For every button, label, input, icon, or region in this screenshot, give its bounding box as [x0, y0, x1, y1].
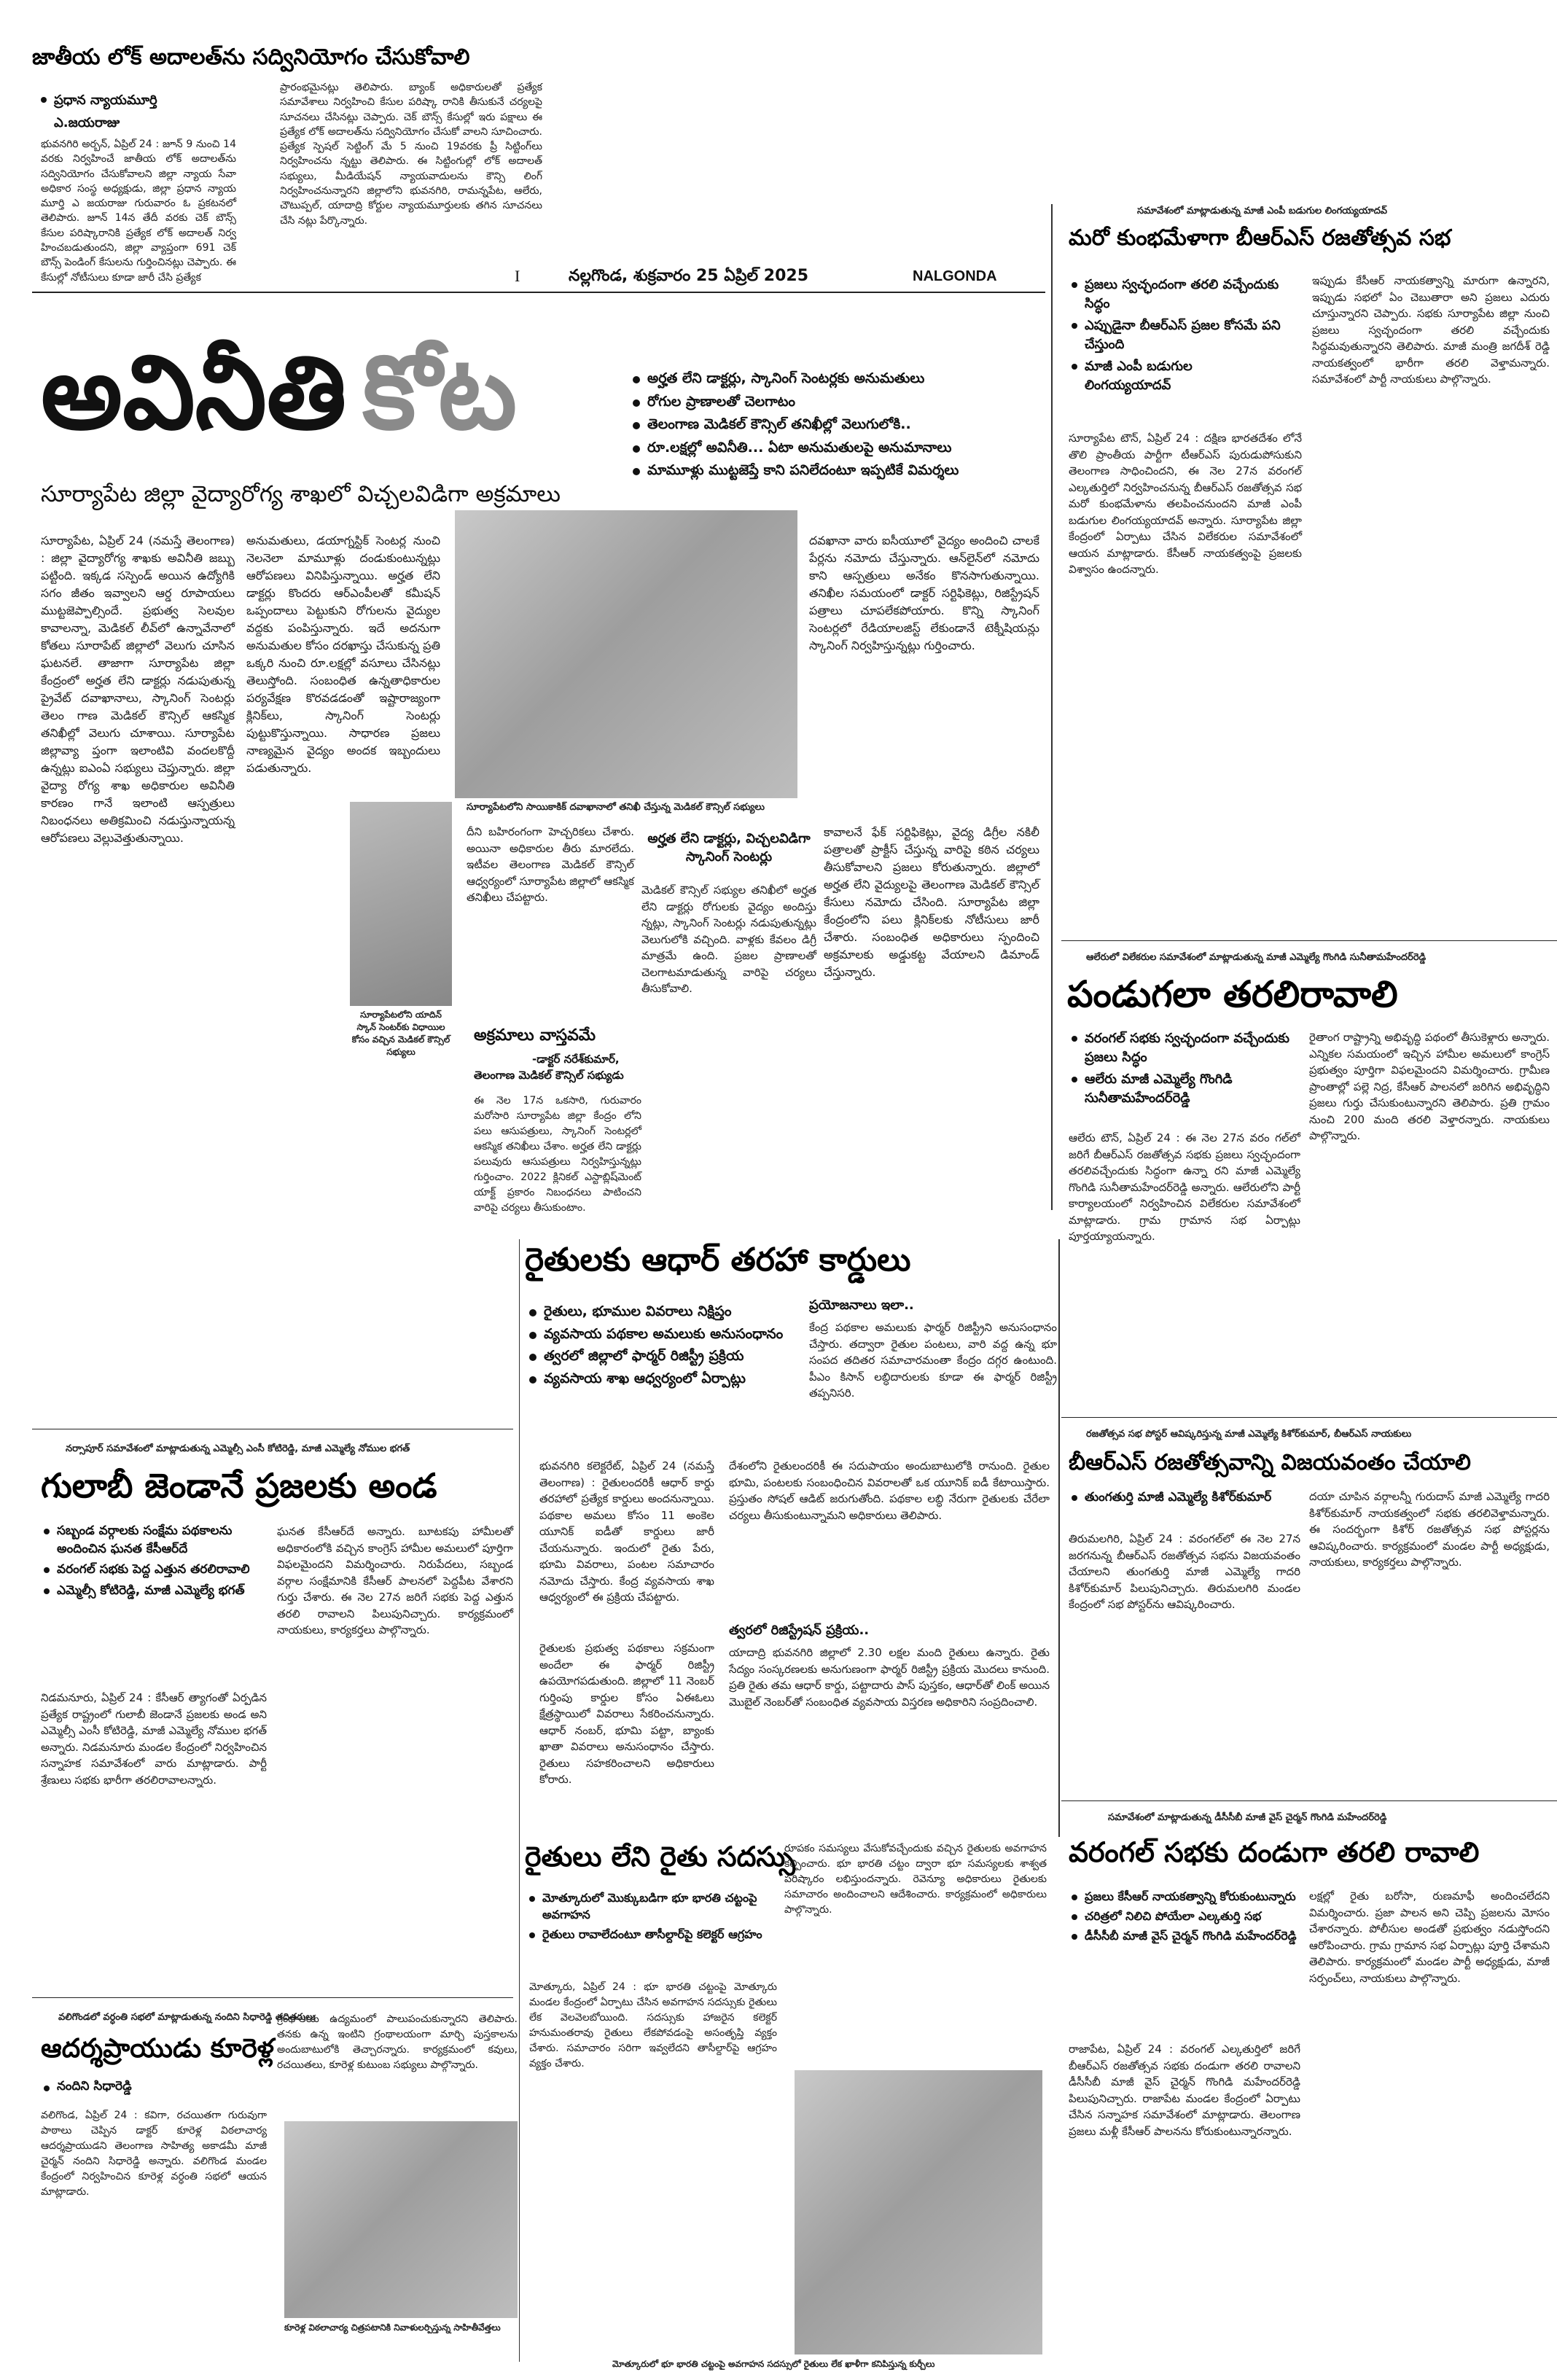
warangal-bullet: ప్రజలు కేసీఆర్ నాయకత్వాన్ని కోరుకుంటున్నారు [1072, 1888, 1298, 1905]
aadhaar-bullet: వ్యవసాయ శాఖ ఆధ్వర్యంలో ఏర్పాట్లు [529, 1369, 792, 1389]
lead-subheadline: సూర్యాపేట జిల్లా వైద్యారోగ్య శాఖలో విచ్చలవిడిగా అక్రమాలు [41, 481, 561, 507]
kurella-side-caption: కూరెళ్ల విఠలాచార్య చిత్రపటానికి నివాళులర్పిస్తున్న సాహితీవేత్తలు [284, 2322, 501, 2333]
lead-col1: సూర్యాపేట, ఏప్రిల్ 24 (నమస్తే తెలంగాణ) : జిల్లా వైద్యారోగ్య శాఖకు అవినీతి జబ్బు పట్టింది. ఇక్కడ సస్పెండ్ అయిన ఉద్యోగికి సగం జీతం ఇవ్వాలని ఆర్డ రూపాయలు ముట్టజెప్పాల్సిందే. ప్రభుత్వ సెలవుల కావాలన్నా, మెడికల్ లీవ్‌లో ఉన్నావేనాలో కోతలు సూరాపేట్‌ జిల్లాలో వెలుగు చూసిన ఘటనలే. తాజాగా సూర్యాపేట జిల్లా కేంద్రంలో అర్హత లేని డాక్టర్లు నడుపుతున్న ప్రైవేట్ దవాఖానాలు, స్కానింగ్ సెంటర్లు తెలం గాణ మెడికల్ కౌన్సిల్ ఆకస్మిక తనిఖీల్లో వెలుగు చూశాయి. సూర్యాపేట జిల్లావ్యా ప్తంగా ఇలాంటివి వందలకొద్దీ ఉన్నట్లు ఐఎంఏ సభ్యులు చెప్తున్నారు. జిల్లా వైద్యా రోగ్య శాఖ అధికారుల అవినీతి కారణం గానే ఇలాంటి ఆస్పత్రులు నిబంధనలు అతిక్రమించి నడుస్తున్నాయన్న ఆరోపణలు వెల్లువెత్తుతున్నాయి. [41, 534, 235, 845]
panduga-bullet: ఆలేరు మాజీ ఎమ్మెల్యే గొంగిడి సునీతామహేందర్‌రెడ్డి [1072, 1070, 1290, 1108]
warangal-body-right: లక్షల్లో రైతు బరోసా, రుణమాఫీ అందించలేదని విమర్శించారు. ప్రజా పాలన అని చెప్పి ప్రజలను మోసం చేశారన్నారు. పోలీసుల అండతో ప్రభుత్వం నడుస్తోందని ఆరోపించారు. గ్రామ గ్రామాన సభ ఏర్పాట్లు పూర్తి చేశామని తెలిపారు. కార్యక్రమంలో మండల పార్టీ అధ్యక్షుడు, మాజీ సర్పంచ్‌లు, నాయకులు పాల్గొన్నారు. [1309, 1889, 1550, 1985]
aadhaar-divider [1058, 1239, 1060, 1837]
rythu-sadassu-caption: మోత్కూరులో భూ భారతి చట్టంపై అవగాహన సదస్సులో రైతులు లేక ఖాళీగా కనిపిస్తున్న కుర్చీలు [612, 2359, 935, 2369]
column-divider [519, 1239, 520, 2362]
kumbhamela-headline: మరో కుంభమేళాగా బీఆర్ఎస్ రజతోత్సవ సభ [1069, 225, 1451, 251]
lead-headline-part1: అవినీతి [41, 334, 347, 453]
panduga-headline: పండుగలా తరలిరావాలి [1067, 973, 1398, 1015]
gulabi-bullets [44, 1522, 255, 1603]
lead-col3: దవఖానా వారు ఐసీయూలో వైద్యం అందించి చాలకే పేర్లను నమోదు చేస్తున్నారు. ఆన్‌లైన్‌లో నమోదు కాని ఆస్పత్రులు అనేకం కొనసాగుతున్నాయి. తనిఖీల సమయంలో డాక్టర్ సర్టిఫికెట్లు, రిజిస్ట్రేషన్ పత్రాలు చూపలేకపోయారు. కొన్ని స్కానింగ్ సెంటర్లలో రేడియాలజిస్ట్ లేకుండానే టెక్నీషియన్లు స్కానింగ్ నిర్వహిస్తున్నట్లు గుర్తించారు. [809, 534, 1039, 652]
warangal-headline: వరంగల్ సభకు దండుగా తరలి రావాలి [1069, 1836, 1480, 1868]
reality-role: తెలంగాణ మెడికల్ కౌన్సిల్ సభ్యుడు [474, 1069, 624, 1082]
lead-col2: అనుమతులు, డయాగ్నస్టిక్ సెంటర్ల నుంచి నెలనెలా మామూళ్లు దండుకుంటున్నట్లు ఆరోపణలు వినిపిస్తున్నాయి. అర్హత లేని డాక్టర్లు కొందరు ఆర్ఎంపీలతో కమీషన్ ఒప్పందాలు పెట్టుకుని రోగులను వైద్యుల వద్దకు పంపిస్తున్నారు. ఇదే అదనుగా అనుమతుల కోసం దరఖాస్తు చేసుకున్న ప్రతి ఒక్కరి నుంచి రూ.లక్షల్లో వసూలు చేసినట్లు తెలుస్తోంది. సంబంధిత ఉన్నతాధికారుల పర్యవేక్షణ కొరవడడంతో ఇష్టారాజ్యంగా క్లినిక్‌లు, స్కానింగ్ సెంటర్లు పుట్టుకొస్తున్నాయి. సాధారణ ప్రజలు నాణ్యమైన వైద్యం అందక ఇబ్బందులు పడుతున్నారు. [246, 534, 440, 775]
rythu-sadassu-headline: రైతులు లేని రైతు సదస్సు [525, 1841, 795, 1873]
gulabi-bullet: ఎమ్మెల్సీ కోటిరెడ్డి, మాజీ ఎమ్మెల్యే భగత్ [44, 1582, 255, 1600]
lead-side-photo [350, 802, 452, 1006]
aadhaar-box-title: ప్రయోజనాలు ఇలా.. [809, 1298, 914, 1313]
kurella-kicker: వలిగొండలో వర్ధంతి సభలో మాట్లాడుతున్న నందిని సిధారెడ్డి తదితరులు [58, 2012, 316, 2023]
lead-divider [1051, 204, 1053, 1210]
brs-success-bullets [1072, 1489, 1290, 1510]
lead-col4: కావాలనే ఫేక్ సర్టిఫికెట్లు, వైద్య డిగ్రీల నకిలీ పత్రాలతో ప్రాక్టీస్ చేస్తున్న వారిపై కఠిన చర్యలు తీసుకోవాలని ప్రజలు కోరుతున్నారు. జిల్లాలో అర్హత లేని వైద్యులపై తెలంగాణ మెడికల్ కౌన్సిల్ కేసులు నమోదు చేసింది. సూర్యాపేట జిల్లా కేంద్రంలోని పలు క్లినిక్‌లకు నోటీసులు జారీ చేశారు. సంబంధిత అధికారులు స్పందించి అక్రమాలకు అడ్డుకట్ట వేయాలని డిమాండ్ చేస్తున్నారు. [824, 825, 1039, 979]
masthead-dateline: నల్లగొండ, శుక్రవారం 25 ఏప్రిల్ 2025 [569, 267, 809, 285]
aadhaar-headline: రైతులకు ఆధార్ తరహా కార్డులు [525, 1241, 911, 1279]
warangal-bullet: డీసీసీబీ మాజీ వైస్ చైర్మన్ గొంగిడి మహేందర్‌రెడ్డి [1072, 1927, 1298, 1944]
reality-by: -డాక్టర్ నరేశ్‌కుమార్, [532, 1053, 620, 1066]
lead-photo [455, 510, 797, 798]
gulabi-body-right: ఘనత కేసీఆర్‌దే అన్నారు. బూటకపు హామీలతో అధికారంలోకి వచ్చిన కాంగ్రెస్ హామీల అమలులో పూర్తిగా విఫలమైందని విమర్శించారు. నిరుపేదలు, సబ్బండ వర్గాల సంక్షేమానికి కేసీఆర్ పాలనలో పెద్దపీట వేశారని గుర్తు చేశారు. ఈ నెల 27న జరిగే సభకు పెద్ద ఎత్తున తరలి రావాలని పిలుపునిచ్చారు. కార్యక్రమంలో నాయకులు, కార్యకర్తలు పాల్గొన్నారు. [277, 1525, 513, 1636]
brs-success-headline: బీఆర్ఎస్ రజతోత్సవాన్ని విజయవంతం చేయాలి [1069, 1450, 1471, 1475]
gulabi-bullet: వరంగల్ సభకు పెద్ద ఎత్తున తరలిరావాలి [44, 1561, 255, 1579]
gulabi-kicker: నర్సాపూర్ సమావేశంలో మాట్లాడుతున్న ఎమ్మెల్సీ ఎంసీ కోటిరెడ్డి, మాజీ ఎమ్మెల్యే నోముల భగత్ [66, 1443, 410, 1454]
gulabi-body-left: నిడమనూరు, ఏప్రిల్ 24 : కేసీఆర్ త్యాగంతో ఏర్పడిన ప్రత్యేక రాష్ట్రంలో గులాబీ జెండానే ప్రజలకు అండ అని ఎమ్మెల్సీ ఎంసీ కోటిరెడ్డి, మాజీ ఎమ్మెల్యే నోముల భగత్ అన్నారు. నిడమనూరు మండల కేంద్రంలో నిర్వహించిన సన్నాహక సమావేశంలో వారు మాట్లాడారు. పార్టీ శ్రేణులు సభకు భారీగా తరలిరావాలన్నారు. [41, 1691, 267, 1787]
rythu-sadassu-bullet: మోత్కూరులో మొక్కుబడిగా భూ భారతి చట్టంపై అవగాహన [529, 1889, 777, 1923]
panduga-body-left: ఆలేరు టౌన్, ఏప్రిల్ 24 : ఈ నెల 27న వరం గల్‌లో జరిగే బీఆర్ఎస్ రజతోత్సవ సభకు ప్రజలు స్వచ్ఛందంగా తరలివచ్చేందుకు సిద్ధంగా ఉన్నా రని మాజీ ఎమ్మెల్యే గొంగిడి సునీతామహేందర్‌రెడ్డి అన్నారు. ఆలేరులోని పార్టీ కార్యాలయంలో నిర్వహించిన విలేకరుల సమావేశంలో మాట్లాడారు. గ్రామ గ్రామాన సభ ఏర్పాట్లు పూర్తయ్యాయన్నారు. [1069, 1131, 1300, 1243]
reality-body: ఈ నెల 17న ఒకసారి, గురువారం మరోసారి సూర్యాపేట జిల్లా కేంద్రం లోని పలు ఆసుపత్రులు, స్కానింగ్ సెంటర్లలో ఆకస్మిక తనిఖీలు చేశాం. అర్హత లేని డాక్టర్లు పలువురు ఆసుపత్రులు నిర్వహిస్తున్నట్లు గుర్తించాం. 2022 క్లినికల్ ఎస్టాబ్లిష్‌మెంట్ యాక్ట్ ప్రకారం నిబంధనలు పాటించని వారిపై చర్యలు తీసుకుంటాం. [474, 1095, 641, 1214]
aadhaar-process-title: త్వరలో రిజిస్ట్రేషన్ ప్రక్రియ.. [729, 1623, 870, 1638]
lok-adalat-headline: జాతీయ లోక్ అదాలత్‌ను సద్వినియోగం చేసుకోవాలి [32, 44, 470, 70]
panduga-body-right: రైతాంగ రాష్ట్రాన్ని అభివృద్ధి పథంలో తీసుకెళ్లారు అన్నారు. ఎన్నికల సమయంలో ఇచ్చిన హామీల అమలులో కాంగ్రెస్ ప్రభుత్వం పూర్తిగా విఫలమైందని విమర్శించారు. గ్రామీణ ప్రాంతాల్లో పల్లె నిద్ర, కేసీఆర్ పాలనలో జరిగిన అభివృద్ధిని ప్రజలు గుర్తు చేసుకుంటున్నారని తెలిపారు. ప్రతి గ్రామం నుంచి 200 మంది తరలి వెళ్తారన్నారు. నాయకులు పాల్గొన్నారు. [1309, 1031, 1550, 1142]
aadhaar-bullet: త్వరలో జిల్లాలో ఫార్మర్ రిజిస్ట్రీ ప్రక్రియ [529, 1346, 792, 1366]
aadhaar-process-body: యాదాద్రి భువనగిరి జిల్లాలో 2.30 లక్షల మంది రైతులు ఉన్నారు. రైతు సేద్యం సంస్కరణలకు అనుగుణంగా ఫార్మర్ రిజిస్ట్రీ ప్రక్రియ మొదలు కానుంది. ప్రతి రైతు తమ ఆధార్ కార్డు, పట్టాదారు పాస్ పుస్తకం, ఆధార్‌తో లింక్ అయిన మొబైల్ నెంబర్‌తో సంబంధిత వ్యవసాయ విస్తరణ అధికారిని సంప్రదించాలి. [729, 1646, 1050, 1709]
kumbhamela-bullets [1072, 276, 1283, 399]
lok-adalat-byline: ప్రధాన న్యాయమూర్తి ఎ.జయరాజు [41, 90, 223, 133]
kumbhamela-body-left: సూర్యాపేట టౌన్, ఏప్రిల్ 24 : దక్షిణ భారతదేశం లోనే తొలి ప్రాంతీయ పార్టీగా టీఆర్ఎస్ పురుడుపోసుకుని తెలంగాణ సాధించిందని, ఈ నెల 27న వరంగల్ ఎల్కతుర్తిలో నిర్వహించనున్న బీఆర్ఎస్ రజతోత్సవ సభ మరో కుంభమేళాను తలపించనుందని మాజీ ఎంపీ బడుగుల లింగయ్యయాదవ్ అన్నారు. సూర్యాపేట జిల్లా కేంద్రంలో ఏర్పాటు చేసిన విలేకరుల సమావేశంలో ఆయన మాట్లాడారు. కేసీఆర్ నాయకత్వంపై ప్రజలకు విశ్వాసం ఉందన్నారు. [1069, 432, 1302, 576]
aadhaar-bullets [529, 1302, 792, 1391]
kumbhamela-kicker: సమావేశంలో మాట్లాడుతున్న మాజీ ఎంపీ బడుగుల లింగయ్యయాదవ్ [1137, 206, 1388, 216]
lead-bullet: రోగుల ప్రాణాలతో చెలగాటం [633, 392, 1041, 413]
aadhaar-box-body: కేంద్ర పథకాల అమలుకు ఫార్మర్ రిజిస్ట్రీని అనుసంధానం చేస్తారు. తద్వారా రైతుల పంటలు, వారి వద్ద ఉన్న భూ సంపద తదితర సమాచారమంతా కేంద్రం దగ్గర ఉంటుంది. పీఎం కిసాన్ లబ్ధిదారులకు కూడా ఈ ఫార్మర్ రిజిస్ట్రీ తప్పనిసరి. [809, 1321, 1057, 1400]
kurella-body-right: గ్రంథాలయ ఉద్యమంలో పాలుపంచుకున్నారని తెలిపారు. తనకు ఉన్న ఇంటిని గ్రంథాలయంగా మార్చి పుస్తకాలను అందుబాటులోకి తెచ్చారన్నారు. కార్యక్రమంలో కవులు, రచయితలు, కూరెళ్ల కుటుంబ సభ్యులు పాల్గొన్నారు. [277, 2013, 518, 2071]
warangal-bullet: చరిత్రలో నిలిచి పోయేలా ఎల్కతుర్తి సభ [1072, 1908, 1298, 1924]
brs-success-body-right: దయా చూపిన వర్గాలన్నీ గురుదాస్ మాజీ ఎమ్మెల్యే గాదరి కిశోర్‌కుమార్ నాయకత్వంలో సభకు తరలివెళ్తామన్నారు. ఈ సందర్భంగా కిశోర్ రజతోత్సవ సభ పోస్టర్లను ఆవిష్కరించారు. కార్యక్రమంలో మండల పార్టీ అధ్యక్షుడు, నాయకులు, కార్యకర్తలు పాల్గొన్నారు. [1309, 1490, 1550, 1569]
lead-intro-box: దీని బహిరంగంగా హెచ్చరికలు చేశారు. అయినా అధికారుల తీరు మారలేదు. ఇటీవల తెలంగాణ మెడికల్ కౌన్సిల్ ఆధ్వర్యంలో సూర్యాపేట జిల్లాలో ఆకస్మిక తనిఖీలు చేపట్టారు. [467, 825, 634, 904]
brs-success-kicker: రజతోత్సవ సభ పోస్టర్ ఆవిష్కరిస్తున్న మాజీ ఎమ్మెల్యే కిశోర్‌కుమార్, బీఆర్ఎస్ నాయకులు [1086, 1429, 1412, 1440]
lead-bullets [633, 369, 1041, 484]
masthead-rule [32, 292, 1045, 293]
kumbhamela-bullet: ఎప్పుడైనా బీఆర్ఎస్ ప్రజల కోసమే పని చేస్తుంది [1072, 316, 1283, 354]
rythu-sadassu-body-left: మోత్కూరు, ఏప్రిల్ 24 : భూ భారతి చట్టంపై మోత్కూరు మండల కేంద్రంలో ఏర్పాటు చేసిన అవగాహన సదస్సుకు రైతులు లేక వెలవెలబోయింది. సదస్సుకు హాజరైన కలెక్టర్ హనుమంతరావు రైతులు లేకపోవడంపై అసంతృప్తి వ్యక్తం చేశారు. సమాచారం సరిగా ఇవ్వలేదని తాసీల్దార్‌పై ఆగ్రహం వ్యక్తం చేశారు. [529, 1981, 777, 2069]
lead-bullet: తెలంగాణ మెడికల్ కౌన్సిల్ తనిఖీల్లో వెలుగులోకి.. [633, 415, 1041, 435]
lok-adalat-body-right: ప్రారంభమైనట్లు తెలిపారు. బ్యాంక్ అధికారులతో ప్రత్యేక సమావేశాలు నిర్వహించి కేసుల పరిష్కా రానికి తీసుకునే చర్యలపై సూచనలు చేసినట్లు చెప్పారు. చెక్ బౌన్స్ కేసుల్లో ఇరు పక్షాలు ఈ ప్రత్యేక లోక్ అదాలత్‌ను సద్వినియోగం చేసుకో వాలని సూచించారు. ప్రత్యేక స్పెషల్ సెట్టింగ్ మే 5 నుంచి 19వరకు ప్రీ సిట్టింగ్‌లు నిర్వహించను న్నట్టు తెలిపారు. ఈ సిట్టింగుల్లో లోక్ అదాలత్ సభ్యులు, మీడియేషన్ న్యాయవాదులను కౌన్సి లింగ్ నిర్వహించనున్నారని జిల్లాలోని భువనగిరి, రామన్నపేట, ఆలేరు, చౌటుప్పల్, యాదాద్రి కోర్టుల న్యాయమూర్తులకు తగిన సూచనలు చేసి నట్లు పేర్కొన్నారు. [280, 82, 542, 227]
lok-adalat-body-left: భువనగిరి అర్బన్, ఏప్రిల్ 24 : జూన్ 9 నుంచి 14 వరకు నిర్వహించే జాతీయ లోక్ అదాలత్‌ను సద్వినియోగం చేసుకోవాలని జిల్లా న్యాయ సేవా అధికార సంస్థ అధ్యక్షుడు, జిల్లా ప్రధాన న్యాయ మూర్తి ఎ జయరాజు గురువారం ఓ ప్రకటనలో తెలిపారు. జూన్ 14న తేదీ వరకు చెక్ బౌన్స్ కేసుల పరిష్కారానికి ప్రత్యేక లోక్ అదాలత్ నిర్వ హించబడుతుందని, జిల్లా వ్యాప్తంగా 691 చెక్ బౌన్స్ పెండింగ్ కేసులను గుర్తించినట్లు చెప్పారు. ఈ కేసుల్లో నోటీసులు కూడా జారీ చేసి ప్రత్యేక [41, 138, 236, 284]
lead-bullet: రూ.లక్షల్లో అవినీతి... ఏటా అనుమతులపై అనుమానాలు [633, 438, 1041, 459]
panduga-bullet: వరంగల్ సభకు స్వచ్ఛందంగా వచ్చేందుకు ప్రజలు సిద్ధం [1072, 1029, 1290, 1067]
rythu-sadassu-bullet: రైతులు రావాలేదంటూ తాసీల్దార్‌పై కలెక్టర్ ఆగ్రహం [529, 1926, 777, 1943]
warangal-body-left: రాజాపేట, ఏప్రిల్ 24 : వరంగల్ ఎల్కతుర్తిలో జరిగే బీఆర్ఎస్ రజతోత్సవ సభకు దండుగా తరలి రావాలని డీసీసీబీ మాజీ వైస్ చైర్మన్ గొంగిడి మహేందర్‌రెడ్డి పిలుపునిచ్చారు. రాజాపేట మండల కేంద్రంలో ఏర్పాటు చేసిన సన్నాహక సమావేశంలో మాట్లాడారు. తెలంగాణ ప్రజలు మళ్లీ కేసీఆర్ పాలనను కోరుకుంటున్నారన్నారు. [1069, 2042, 1300, 2138]
lead-headline [41, 334, 646, 453]
panduga-bullets [1072, 1029, 1290, 1111]
aadhaar-bullet: వ్యవసాయ పథకాల అమలుకు అనుసంధానం [529, 1324, 792, 1344]
lead-bullet: మామూళ్లు ముట్టజెప్తే కాని పనిలేదంటూ ఇప్పటికే విమర్శలు [633, 461, 1041, 481]
kumbhamela-body-right: ఇప్పుడు కేసీఆర్ నాయకత్వాన్ని మారుగా ఉన్నారని, ఇప్పుడు సభలో ఏం చెబుతారా అని ప్రజలు ఎదురు చూస్తున్నారని చెప్పారు. సభకు సూర్యాపేట జిల్లా నుంచి ప్రజలు స్వచ్ఛందంగా తరలి వచ్చేందుకు సిద్ధమవుతున్నారని తెలిపారు. మాజీ మంత్రి జగదీశ్ రెడ్డి నాయకత్వంలో భారీగా తరలి వెళ్తామన్నారు. సమావేశంలో పార్టీ నాయకులు పాల్గొన్నారు. [1312, 274, 1550, 386]
unqualified-subhead: అర్హత లేని డాక్టర్లు, విచ్చలవిడిగా స్కానింగ్ సెంటర్లు [647, 831, 811, 865]
lead-side-caption: సూర్యాపేటలోని యాదిన్ స్కాన్ సెంటర్‌కు విధాయిల కోసం వచ్చిన మెడికల్ కౌన్సిల్ సభ్యులు [351, 1010, 450, 1057]
rythu-sadassu-photo [795, 2070, 1042, 2354]
warangal-kicker: సమావేశంలో మాట్లాడుతున్న డీసీసీబీ మాజీ వైస్ చైర్మన్ గొంగిడి మహేందర్‌రెడ్డి [1108, 1812, 1387, 1823]
kumbhamela-bullet: మాజీ ఎంపీ బడుగుల లింగయ్యయాదవ్ [1072, 357, 1283, 395]
aadhaar-bullet: రైతులు, భూముల వివరాలు నిక్షిప్తం [529, 1302, 792, 1322]
aadhaar-col1: భువనగిరి కలెక్టరేట్, ఏప్రిల్ 24 (నమస్తే తెలంగాణ) : రైతులందరికీ ఆధార్ కార్డు తరహాలో ప్రత్యేక కార్డులు అందనున్నాయి. పథకాల అమలు కోసం 11 అంకెల యూనిక్ ఐడీతో కార్డులు జారీ చేయనున్నారు. ఇందులో రైతు పేరు, భూమి వివరాలు, పంటల సమాచారం నమోదు చేస్తారు. కేంద్ర వ్యవసాయ శాఖ ఆధ్వర్యంలో ఈ ప్రక్రియ చేపట్టారు. [539, 1459, 714, 1604]
section-rule [32, 1997, 513, 1998]
kurella-photo [284, 2121, 518, 2318]
kurella-body-left: వలిగొండ, ఏప్రిల్ 24 : కవిగా, రచయితగా గురువుగా పాఠాలు చెప్పిన డాక్టర్ కూరెళ్ల విఠలాచార్య ఆదర్శప్రాయుడని తెలంగాణ సాహిత్య అకాడమీ మాజీ చైర్మన్ నందిని సిధారెడ్డి అన్నారు. వలిగొండ మండల కేంద్రంలో నిర్వహించిన కూరెళ్ల వర్ధంతి సభలో ఆయన మాట్లాడారు. [41, 2110, 267, 2198]
kurella-bullet: నందిని సిధారెడ్డి [44, 2079, 233, 2096]
section-rule [1061, 1417, 1557, 1418]
aadhaar-col3: దేశంలోని రైతులందరికీ ఈ సదుపాయం అందుబాటులోకి రానుంది. రైతుల భూమి, పంటలకు సంబంధించిన వివరాలతో ఒక యూనిక్ ఐడీ కేటాయిస్తారు. ప్రస్తుతం సోషల్ ఆడిట్ జరుగుతోంది. పథకాల లబ్ధి నేరుగా రైతులకు చేరేలా చర్యలు తీసుకుంటున్నామని అధికారులు తెలిపారు. [729, 1459, 1050, 1522]
kurella-headline: ఆదర్శప్రాయుడు కూరెళ్ల [41, 2034, 275, 2064]
unqualified-body: మెడికల్ కౌన్సిల్ సభ్యుల తనిఖీలో అర్హత లేని డాక్టర్లు రోగులకు వైద్యం అందిస్తు న్నట్లు, స్కానింగ్ సెంటర్లు నడుపుతున్నట్లు వెలుగులోకి వచ్చింది. వాళ్లకు కేవలం డిగ్రీ మాత్రమే ఉంది. ప్రజల ప్రాణాలతో చెలగాటమాడుతున్న వారిపై చర్యలు తీసుకోవాలి. [641, 883, 816, 995]
warangal-bullets [1072, 1888, 1298, 1948]
rythu-sadassu-bullets [529, 1889, 777, 1946]
section-rule [1061, 1800, 1557, 1801]
masthead-page-no: I [515, 267, 520, 285]
lead-photo-caption: సూర్యాపేటలోని సాయికాకిక్ దవాఖానాలో తనిఖీ చేస్తున్న మెడికల్ కౌన్సిల్ సభ్యులు [467, 802, 765, 813]
panduga-kicker: ఆలేరులో విలేకరుల సమావేశంలో మాట్లాడుతున్న మాజీ ఎమ్మెల్యే గొంగిడి సునీతామహేందర్‌రెడ్డి [1086, 952, 1427, 963]
rythu-sadassu-body-right: రూపకం సమస్యలు వేసుకోవచ్చేందుకు వచ్చిన రైతులకు అవగాహన కల్పించారు. భూ భారతి చట్టం ద్వారా భూ సమస్యలకు శాశ్వత పరిష్కారం లభిస్తుందన్నారు. రెవెన్యూ అధికారులు రైతులకు సమాచారం అందించాలని ఆదేశించారు. కార్యక్రమంలో అధికారులు పాల్గొన్నారు. [784, 1843, 1047, 1916]
lead-bullet: అర్హత లేని డాక్టర్లు, స్కానింగ్ సెంటర్లకు అనుమతులు [633, 369, 1041, 389]
masthead-edition: NALGONDA [913, 268, 997, 284]
reality-title: అక్రమాలు వాస్తవమే [474, 1026, 596, 1045]
kumbhamela-bullet: ప్రజలు స్వచ్ఛందంగా తరలి వచ్చేందుకు సిద్ధం [1072, 276, 1283, 313]
kurella-bullets [44, 2079, 233, 2099]
aadhaar-col2: రైతులకు ప్రభుత్వ పథకాలు సక్రమంగా అందేలా ఈ ఫార్మర్ రిజిస్ట్రీ ఉపయోగపడుతుంది. జిల్లాలో 11 నెంబర్ గుర్తింపు కార్డుల కోసం ఏఈఓలు క్షేత్రస్థాయిలో వివరాలు సేకరించనున్నారు. ఆధార్ నంబర్, భూమి పట్టా, బ్యాంకు ఖాతా వివరాలు అనుసంధానం చేస్తారు. రైతులు సహకరించాలని అధికారులు కోరారు. [539, 1642, 714, 1786]
lead-headline-part2: కోట [362, 334, 518, 453]
section-rule [1061, 940, 1557, 941]
gulabi-headline: గులాబీ జెండానే ప్రజలకు అండ [41, 1466, 437, 1505]
brs-success-bullet: తుంగతుర్తి మాజీ ఎమ్మెల్యే కిశోర్‌కుమార్ [1072, 1489, 1290, 1507]
gulabi-bullet: సబ్బండ వర్గాలకు సంక్షేమ పథకాలను అందించిన ఘనత కేసీఆర్‌దే [44, 1522, 255, 1558]
brs-success-body-left: తిరుమలగిరి, ఏప్రిల్ 24 : వరంగల్‌లో ఈ నెల 27న జరగనున్న బీఆర్ఎస్ రజతోత్సవ సభను విజయవంతం చేయాలని తుంగతుర్తి మాజీ ఎమ్మెల్యే గాదరి కిశోర్‌కుమార్ పిలుపునిచ్చారు. తిరుమలగిరి మండల కేంద్రంలో సభ పోస్టర్‌ను ఆవిష్కరించారు. [1069, 1532, 1300, 1611]
